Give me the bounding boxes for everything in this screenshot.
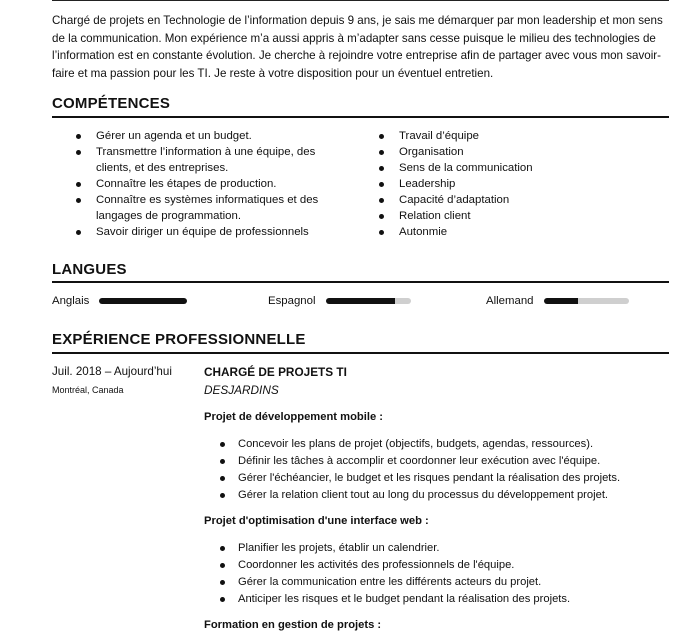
skill-item: Connaître es systèmes informatiques et des langages de programmation. <box>74 192 334 224</box>
task-item: Planifier les projets, établir un calendrier. <box>204 540 674 557</box>
language-english <box>52 295 187 307</box>
skills-heading: COMPÉTENCES <box>52 95 171 112</box>
language-name: Espagnol <box>268 295 316 307</box>
project-title: Projet d'optimisation d'une interface web : <box>204 515 429 527</box>
task-item: Coordonner les activités des professionnels de l'équipe. <box>204 557 674 574</box>
task-item: Concevoir les plans de projet (objectifs, budgets, agendas, ressources). <box>204 436 674 453</box>
skill-item: Leadership <box>377 176 637 192</box>
task-item: Anticiper les risques et le budget pendant la réalisation des projets. <box>204 591 674 608</box>
skill-item: Organisation <box>377 144 637 160</box>
skill-item: Connaître les étapes de production. <box>74 176 334 192</box>
skills-rule <box>52 116 669 118</box>
project-title: Formation en gestion de projets : <box>204 619 382 631</box>
project-task-list <box>204 540 674 608</box>
language-name: Anglais <box>52 295 90 307</box>
skill-item: Sens de la communication <box>377 160 637 176</box>
task-item: Définir les tâches à accomplir et coordonner leur exécution avec l'équipe. <box>204 453 674 470</box>
language-level-bar <box>544 298 581 304</box>
profile-summary: Chargé de projets en Technologie de l’information depuis 9 ans, je sais me démarquer par mon leadership et mon sens de la communication. Mon expérience m’a aussi appris à m’adapter sans cesse puisque le milieu des technologies de l’information est en constante évolution. Je cherche à rejoindre votre entreprise afin de partager avec vous mon savoir-faire et ma passion pour les TI. Je reste à votre disposition pour un éventuel entretien. <box>52 14 663 80</box>
task-item: Gérer la communication entre les différents acteurs du projet. <box>204 574 674 591</box>
skill-item: Travail d’équipe <box>377 128 637 144</box>
languages-rule <box>52 281 669 283</box>
skill-item: Transmettre l’information à une équipe, des clients, et des entreprises. <box>74 144 334 176</box>
task-item: Gérer la relation client tout au long du processus du développement projet. <box>204 487 674 504</box>
language-level-remaining <box>578 298 629 304</box>
skill-item: Gérer un agenda et un budget. <box>74 128 334 144</box>
project-task-list <box>204 436 674 504</box>
job-location: Montréal, Canada <box>52 385 124 395</box>
skills-list-right <box>377 128 637 240</box>
language-name: Allemand <box>486 295 534 307</box>
skill-item: Autonmie <box>377 224 637 240</box>
experience-rule <box>52 352 669 354</box>
task-item: Gérer l'échéancier, le budget et les risques pendant la réalisation des projets. <box>204 470 674 487</box>
languages-heading: LANGUES <box>52 261 127 278</box>
language-level-bar <box>326 298 398 304</box>
company-name: DESJARDINS <box>204 383 279 397</box>
top-divider <box>52 0 669 1</box>
language-german <box>486 295 629 307</box>
skills-list-left <box>74 128 334 240</box>
job-dates: Juil. 2018 – Aujourd’hui <box>52 365 172 378</box>
skill-item: Relation client <box>377 208 637 224</box>
language-spanish <box>268 295 411 307</box>
skill-item: Savoir diriger un équipe de professionnels <box>74 224 334 240</box>
skill-item: Capacité d’adaptation <box>377 192 637 208</box>
language-level-remaining <box>395 298 411 304</box>
project-title: Projet de développement mobile : <box>204 411 384 423</box>
language-level-bar <box>99 298 187 304</box>
experience-heading: EXPÉRIENCE PROFESSIONNELLE <box>52 331 306 348</box>
job-title: CHARGÉ DE PROJETS TI <box>204 365 347 379</box>
